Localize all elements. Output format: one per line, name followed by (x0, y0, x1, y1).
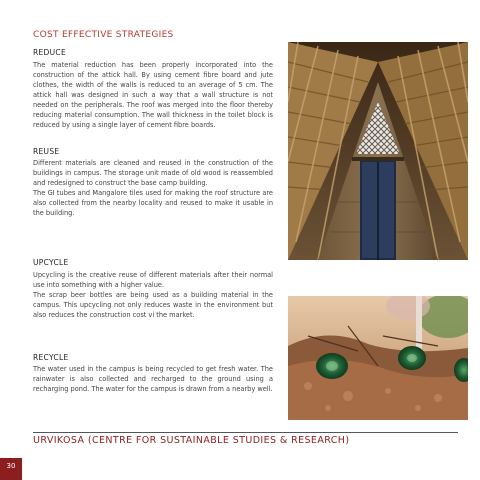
attick-hall-interior-photo (288, 42, 468, 260)
section-heading-reduce: REDUCE (33, 48, 66, 57)
section-heading-reuse: REUSE (33, 147, 60, 156)
footer-divider (33, 432, 458, 433)
section-body-reuse (33, 158, 273, 218)
paragraph: The GI tubes and Mangalore tiles used for making the roof structure are also collected from the nearby locality and reused to make it usable in the building. (33, 189, 273, 217)
paragraph: The material reduction has been properly incorporated into the construction of the attick hall. By using cement fibre board and jute clothes, the width of the walls is reduced to an average of 5 cm. The attick hall was designed in such a way that a wall structure is not needed on the peripherals. The roof was merged into the floor thereby reducing material consumption. The wall thickness in the toilet block is reduced by using a single layer of cement fibre boards. (33, 61, 273, 129)
upcycled-bottles-photo (288, 296, 468, 420)
section-heading-upcycle: UPCYCLE (33, 258, 69, 267)
footer-title: URVIKOSA (CENTRE FOR SUSTAINABLE STUDIES & RESEARCH) (33, 435, 350, 446)
paragraph: The scrap beer bottles are being used as a building material in the campus. This upcycling not only reduces waste in the environment but also reduces the construction cost vi the market. (33, 291, 273, 319)
page-title: COST EFFECTIVE STRATEGIES (33, 30, 174, 40)
section-heading-recycle: RECYCLE (33, 353, 69, 362)
section-body-reduce (33, 60, 273, 130)
paragraph: Different materials are cleaned and reused in the construction of the buildings in campus. The storage unit made of old wood is reassembled and redesigned to construct the base camp building. (33, 159, 273, 187)
section-body-upcycle (33, 270, 273, 320)
paragraph: Upcycling is the creative reuse of different materials after their normal use into something with a higher value. (33, 271, 273, 289)
section-body-recycle (33, 364, 273, 394)
page-number: 30 (0, 458, 22, 480)
paragraph: The water used in the campus is being recycled to get fresh water. The rainwater is also collected and recharged to the ground using a recharging pond. The water for the campus is drawn from a nearby well. (33, 365, 273, 393)
